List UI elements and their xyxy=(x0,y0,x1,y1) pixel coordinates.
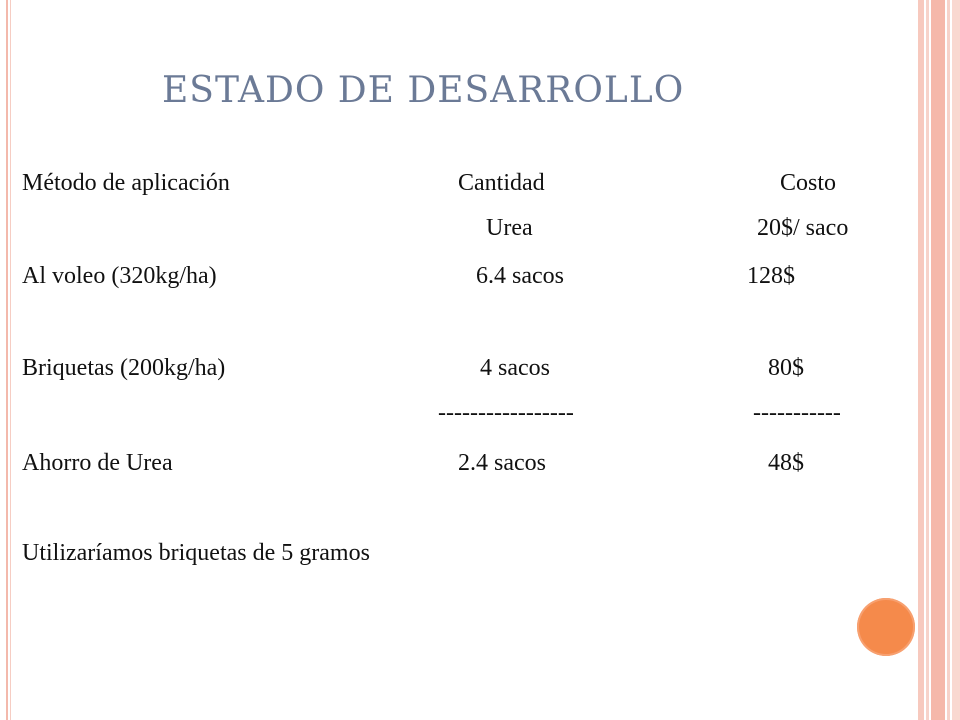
separator-quantity: ----------------- xyxy=(438,400,574,426)
row-method: Briquetas (200kg/ha) xyxy=(22,355,226,381)
total-quantity: 2.4 sacos xyxy=(458,450,546,476)
subheader-quantity: Urea xyxy=(486,215,533,241)
accent-circle xyxy=(857,598,915,656)
stripe xyxy=(926,0,929,720)
separator-cost: ----------- xyxy=(753,400,841,426)
footnote: Utilizaríamos briquetas de 5 gramos xyxy=(22,540,370,566)
right-decorative-stripes xyxy=(918,0,960,720)
stripe xyxy=(952,0,960,720)
subheader-cost: 20$/ saco xyxy=(757,215,849,241)
total-cost: 48$ xyxy=(768,450,804,476)
row-quantity: 6.4 sacos xyxy=(476,263,564,289)
header-method: Método de aplicación xyxy=(22,170,230,196)
stripe xyxy=(918,0,924,720)
stripe xyxy=(947,0,950,720)
header-quantity: Cantidad xyxy=(458,170,545,196)
left-frame-inner-line xyxy=(10,0,11,720)
row-cost: 128$ xyxy=(747,263,795,289)
row-method: Al voleo (320kg/ha) xyxy=(22,263,217,289)
row-quantity: 4 sacos xyxy=(480,355,550,381)
total-method: Ahorro de Urea xyxy=(22,450,173,476)
stripe xyxy=(931,0,945,720)
row-cost: 80$ xyxy=(768,355,804,381)
slide-title: ESTADO DE DESARROLLO xyxy=(162,70,685,111)
header-cost: Costo xyxy=(780,170,837,196)
left-frame-line xyxy=(6,0,8,720)
